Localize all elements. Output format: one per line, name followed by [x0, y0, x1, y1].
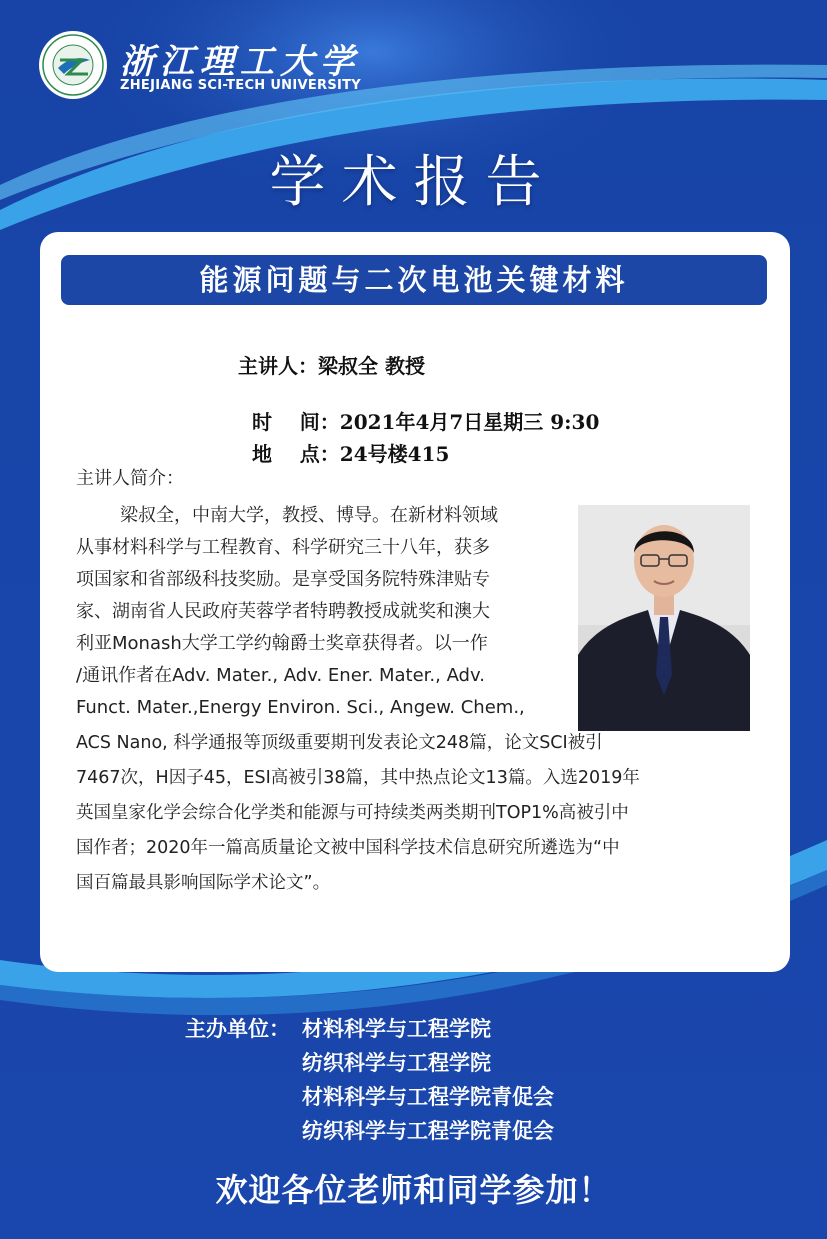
university-emblem-icon — [38, 30, 108, 100]
place-row — [238, 414, 449, 467]
bio-line: 英国皇家化学会综合化学类和能源与可持续类两类期刊TOP1%高被引中 — [76, 803, 629, 823]
bio-line: 梁叔全，中南大学，教授、博导。在新材料领域 — [120, 505, 498, 526]
organizer-unit: 材料科学与工程学院 — [302, 1017, 491, 1041]
poster-title: 学术报告 — [269, 150, 558, 215]
welcome-message: 欢迎各位老师和同学参加！ — [215, 1171, 612, 1209]
bio-line: /通讯作者在Adv. Mater., Adv. Ener. Mater., Adv. — [76, 665, 485, 686]
place-value: 24号楼415 — [339, 442, 450, 466]
speaker-row — [238, 350, 425, 379]
bio-line: 国作者；2020年一篇高质量论文被中国科学技术信息研究所遴选为“中 — [76, 838, 620, 858]
bio-heading: 主讲人简介： — [76, 468, 184, 489]
organizer-unit: 纺织科学与工程学院青促会 — [302, 1119, 554, 1143]
time-label: 时 间： — [251, 410, 340, 434]
organizer-label: 主办单位： — [185, 1017, 290, 1041]
speaker-photo — [578, 505, 750, 731]
bio-line: Funct. Mater.,Energy Environ. Sci., Angew. Chem., — [76, 697, 525, 718]
bio-line: 7467次，H因子45，ESI高被引38篇，其中热点论文13篇。入选2019年 — [76, 768, 640, 788]
university-name-en: ZHEJIANG SCI-TECH UNIVERSITY — [120, 78, 362, 93]
bio-line: ACS Nano, 科学通报等顶级重要期刊发表论文248篇，论文SCI被引 — [76, 733, 603, 753]
speaker-value: 梁叔全 教授 — [318, 354, 425, 378]
bio-line: 家、湖南省人民政府芙蓉学者特聘教授成就奖和澳大 — [76, 601, 490, 622]
organizer-unit: 纺织科学与工程学院 — [302, 1051, 491, 1075]
bio-line: 从事材料科学与工程教育、科学研究三十八年，获多 — [76, 537, 490, 558]
university-name-cn: 浙江理工大学 — [120, 42, 360, 82]
bio-line: 国百篇最具影响国际学术论文”。 — [76, 873, 331, 893]
speaker-label: 主讲人： — [238, 354, 318, 378]
organizer-unit: 材料科学与工程学院青促会 — [302, 1085, 554, 1109]
time-value: 2021年4月7日星期三 9:30 — [339, 410, 600, 434]
bio-line: 项国家和省部级科技奖励。是享受国务院特殊津贴专 — [76, 569, 490, 590]
bio-line: 利亚Monash大学工学约翰爵士奖章获得者。以一作 — [76, 633, 488, 654]
lecture-topic: 能源问题与二次电池关键材料 — [61, 255, 767, 305]
place-label: 地 点： — [251, 442, 340, 466]
